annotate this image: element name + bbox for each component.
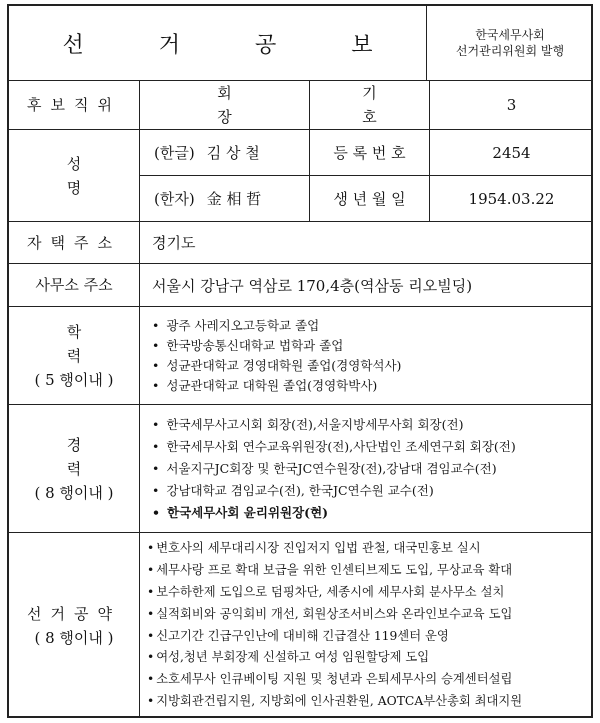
career-list	[140, 414, 593, 524]
publisher-cell	[426, 6, 593, 80]
hangul-label: (한글)	[154, 143, 195, 162]
office-address-value-cell	[139, 263, 593, 306]
home-address-value: 경기도	[152, 234, 196, 252]
pledge-item: • 소호세무사 인큐베이팅 지원 및 청년과 은퇴세무사의 승계센터설립	[147, 669, 593, 691]
publisher-line-1: 한국세무사회	[475, 28, 545, 42]
symbol-value: 3	[506, 96, 517, 114]
reg-number-label-cell	[309, 129, 429, 175]
hanja-name-cell	[139, 175, 309, 221]
pledge-item: • 지방회관건립지원, 지방회에 인사권환원, AOTCA부산총회 최대지원	[147, 691, 593, 713]
office-address-label: 사무소 주소	[35, 276, 113, 294]
birth-value: 1954.03.22	[468, 189, 555, 208]
office-address-value: 서울시 강남구 역삼로 170,4층(역삼동 리오빌딩)	[152, 276, 473, 295]
symbol-label: 기 호	[362, 84, 429, 126]
election-bulletin-form	[7, 4, 593, 718]
reg-number-value-cell	[429, 129, 593, 175]
education-list-cell	[139, 306, 593, 404]
pledge-item: • 신고기간 긴급구인난에 대비해 긴급결산 119센터 운영	[147, 626, 593, 648]
career-item: • 강남대학교 겸임교수(전), 한국JC연수원 교수(전)	[152, 480, 593, 502]
birth-value-cell	[429, 175, 593, 221]
bulletin-title-cell	[9, 6, 426, 80]
bulletin-title: 선 거 공 보	[62, 32, 407, 58]
education-label-cell	[9, 306, 139, 404]
education-list	[140, 316, 593, 396]
pledges-list	[140, 538, 593, 712]
career-label-cell	[9, 404, 139, 532]
home-address-label: 자택주소	[27, 233, 121, 252]
career-item: • 서울지구JC회장 및 한국JC연수원장(전),강남대 겸임교수(전)	[152, 458, 593, 480]
position-label-cell	[9, 80, 139, 129]
birth-label: 생 년 월 일	[333, 189, 406, 208]
symbol-value-cell	[429, 80, 593, 129]
office-address-label-cell	[9, 263, 139, 306]
reg-number-value: 2454	[492, 143, 531, 162]
hanja-label: (한자)	[154, 189, 195, 208]
name-label-cell	[9, 129, 139, 221]
pledge-item: • 세무사랑 프로 확대 보급을 위한 인센티브제도 도입, 무상교육 확대	[147, 560, 593, 582]
career-item: • 한국세무사고시회 회장(전),서울지방세무사회 회장(전)	[152, 414, 593, 436]
pledge-item: • 보수하한제 도입으로 덤핑차단, 세종시에 세무사회 분사무소 설치	[147, 582, 593, 604]
pledges-sublabel: ( 8 행이내 )	[34, 628, 114, 647]
hangul-name: 김 상 철	[206, 143, 260, 162]
reg-number-label: 등 록 번 호	[333, 143, 406, 162]
education-item: • 한국방송통신대학교 법학과 졸업	[152, 336, 593, 356]
position-value-cell	[139, 80, 309, 129]
hanja-name: 金 相 哲	[206, 189, 262, 208]
publisher-line-2: 선거관리위원회 발행	[455, 44, 565, 58]
pledges-label: 선거공약	[27, 604, 121, 623]
position-value: 회 장	[217, 84, 272, 126]
career-sublabel: ( 8 행이내 )	[34, 483, 114, 502]
pledge-item: • 실적회비와 공익회비 개선, 회원상조서비스와 온라인보수교육 도입	[147, 604, 593, 626]
pledge-item: • 변호사의 세무대리시장 진입저지 입법 관철, 대국민홍보 실시	[147, 538, 593, 560]
education-sublabel: ( 5 행이내 )	[34, 370, 114, 389]
education-item: • 광주 사레지오고등학교 졸업	[152, 316, 593, 336]
name-label: 성 명	[66, 154, 134, 197]
position-label: 후보직위	[27, 96, 121, 114]
pledges-label-cell	[9, 532, 139, 718]
pledge-item: • 여성,청년 부회장제 신설하고 여성 임원할당제 도입	[147, 647, 593, 669]
hangul-name-cell	[139, 129, 309, 175]
education-label: 학 력	[66, 322, 134, 365]
education-item: • 성균관대학교 경영대학원 졸업(경영학석사)	[152, 356, 593, 376]
career-item: • 한국세무사회 연수교육위원장(전),사단법인 조세연구회 회장(전)	[152, 436, 593, 458]
career-label: 경 력	[66, 435, 134, 478]
home-address-value-cell	[139, 221, 593, 263]
career-list-cell	[139, 404, 593, 532]
career-item: • 한국세무사회 윤리위원장(현)	[152, 502, 593, 524]
home-address-label-cell	[9, 221, 139, 263]
birth-label-cell	[309, 175, 429, 221]
education-item: • 성균관대학교 대학원 졸업(경영학박사)	[152, 376, 593, 396]
symbol-label-cell	[309, 80, 429, 129]
pledges-list-cell	[139, 532, 593, 718]
